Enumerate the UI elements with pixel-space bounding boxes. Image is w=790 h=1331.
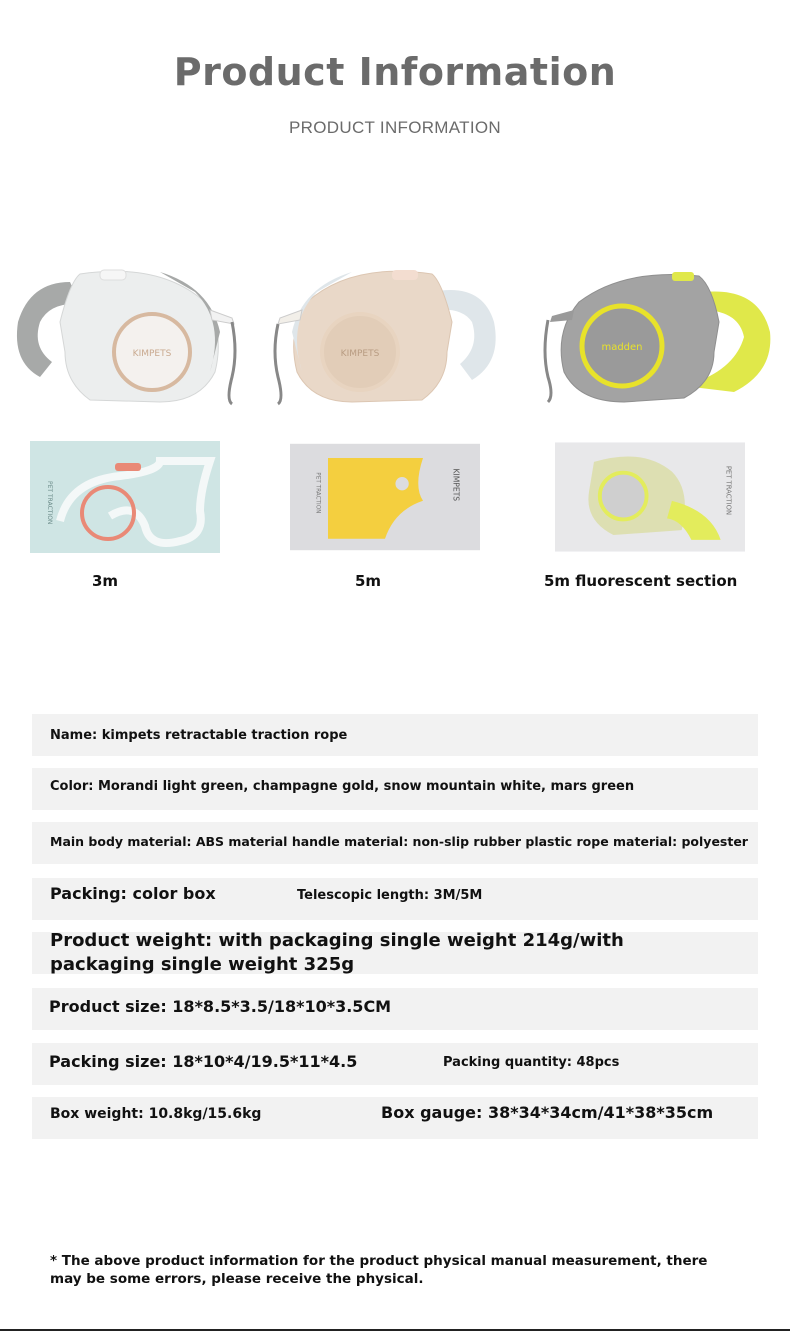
spec-box-weight: Box weight: 10.8kg/15.6kg [50,1106,262,1122]
box-lock [115,463,141,471]
page-subtitle: PRODUCT INFORMATION [289,118,501,137]
leash-brand-text: madden [601,342,643,353]
spec-row-weight [32,932,758,974]
caption-5m: 5m [355,572,382,590]
box-brand: KIMPETS [451,468,461,502]
spec-name: Name: kimpets retractable traction rope [50,728,348,743]
page-title: Product Information [173,50,617,94]
spec-row-box [32,1097,758,1139]
spec-row-material [32,822,758,864]
spec-row-name [32,714,758,756]
leash-brand-text: KIMPETS [340,349,380,359]
leash-image-5m [262,262,502,412]
spec-telescopic: Telescopic length: 3M/5M [297,888,483,903]
spec-material: Main body material: ABS material handle material: non-slip rubber plastic rope material: polyester [50,834,748,849]
clip-hook [545,320,551,402]
lock-button [672,272,694,281]
box-image-3m [30,441,220,553]
box-cutout [395,477,408,490]
lock-button [100,270,126,280]
spec-packing: Packing: color box [50,884,216,903]
spec-packing-qty: Packing quantity: 48pcs [443,1055,620,1070]
spec-packing-size: Packing size: 18*10*4/19.5*11*4.5 [49,1052,358,1071]
footnote: * The above product information for the product physical manual measurement, there may be some errors, please receive the physical. [50,1253,708,1287]
leash-image-3m [10,262,250,412]
clip-hook [229,322,235,404]
leash-brand-text: KIMPETS [132,349,172,359]
leash-image-5m-fluorescent [534,262,774,412]
lock-button [392,270,418,280]
spec-weight: Product weight: with packaging single weight 214g/with packaging single weight 325g [50,930,624,975]
box-label: PET TRACTION [724,465,733,516]
caption-5m-fluorescent: 5m fluorescent section [544,572,738,590]
spec-row-size [32,988,758,1030]
caption-3m: 3m [92,572,119,590]
box-ring [600,473,647,520]
clip-hook [275,324,281,404]
spec-row-color [32,768,758,810]
spec-box-gauge: Box gauge: 38*34*34cm/41*38*35cm [381,1103,714,1122]
box-label: PET TRACTION [46,481,53,525]
spec-row-packing-size [32,1043,758,1085]
box-image-5m-fluorescent [555,441,745,553]
box-image-5m [290,441,480,553]
box-label: PET TRACTION [314,472,321,514]
spec-color: Color: Morandi light green, champagne gold, snow mountain white, mars green [50,779,635,794]
spec-size: Product size: 18*8.5*3.5/18*10*3.5CM [49,997,392,1016]
spec-row-packing [32,878,758,920]
